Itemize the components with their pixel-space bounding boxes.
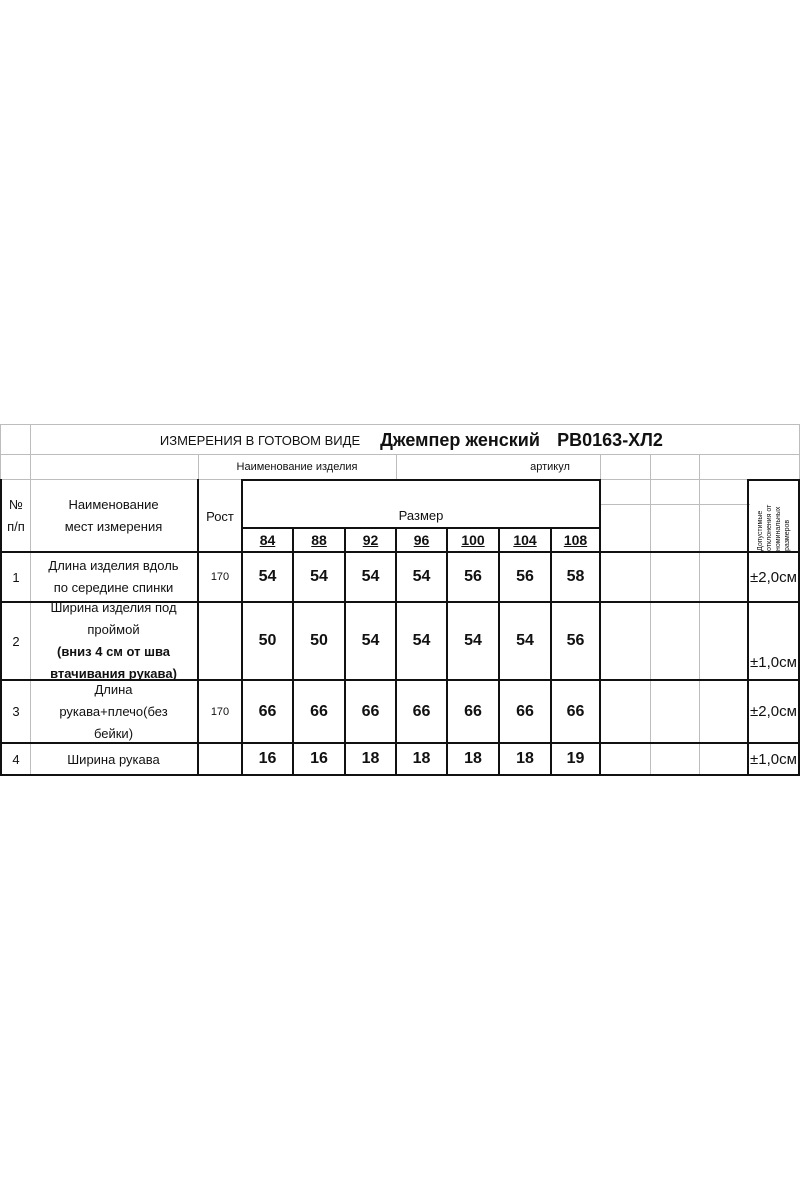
row-3-name: Длина рукава+плечо(без бейки) bbox=[59, 681, 168, 741]
column-size-header: Размер bbox=[398, 507, 444, 523]
size-108: 108 bbox=[563, 532, 588, 548]
row-4-tolerance: ±1,0см bbox=[750, 750, 797, 768]
row-4-name: Ширина рукава bbox=[67, 751, 160, 767]
article-label: артикул bbox=[530, 461, 570, 473]
row-4-value-92: 18 bbox=[361, 750, 380, 767]
row-3-value-108: 66 bbox=[566, 702, 585, 720]
row-1-value-108: 58 bbox=[566, 568, 585, 585]
article-code: РВ0163-ХЛ2 bbox=[557, 429, 663, 450]
row-4-value-108: 19 bbox=[566, 750, 585, 767]
column-tolerance-header bbox=[749, 481, 798, 551]
row-2-value-100: 54 bbox=[464, 632, 482, 649]
size-92: 92 bbox=[362, 532, 379, 548]
row-1-value-96: 54 bbox=[412, 568, 431, 585]
row-1-height: 170 bbox=[210, 571, 230, 583]
row-4-value-100: 18 bbox=[464, 750, 482, 767]
row-3-value-96: 66 bbox=[412, 702, 431, 720]
row-4-value-88: 16 bbox=[310, 750, 328, 767]
row-4-value-104: 18 bbox=[516, 750, 534, 767]
tolerance-header-text: Допустимые отклонения от номинальных размеров bbox=[756, 504, 791, 551]
size-96: 96 bbox=[413, 532, 430, 548]
row-4-value-84: 16 bbox=[258, 750, 277, 767]
row-1-value-100: 56 bbox=[464, 568, 482, 585]
row-2-value-92: 54 bbox=[361, 632, 380, 649]
row-3-value-104: 66 bbox=[516, 702, 534, 720]
measurement-table bbox=[0, 424, 800, 776]
size-104: 104 bbox=[513, 532, 537, 548]
row-4-value-96: 18 bbox=[412, 750, 431, 767]
row-3-height: 170 bbox=[210, 705, 230, 718]
row-1-number: 1 bbox=[12, 569, 20, 585]
row-2-value-104: 54 bbox=[516, 632, 534, 649]
row-1-value-92: 54 bbox=[361, 568, 380, 585]
row-3-number: 3 bbox=[12, 704, 20, 719]
column-height-header: Рост bbox=[206, 508, 234, 524]
row-3-value-92: 66 bbox=[361, 702, 380, 720]
row-2-number: 2 bbox=[12, 633, 20, 649]
row-4-number: 4 bbox=[12, 751, 20, 767]
row-4-height bbox=[199, 744, 241, 774]
row-2-value-84: 50 bbox=[258, 632, 277, 649]
table-caption: ИЗМЕРЕНИЯ В ГОТОВОМ ВИДЕ bbox=[159, 432, 361, 448]
row-1-value-88: 54 bbox=[310, 568, 328, 585]
row-2-value-88: 50 bbox=[310, 632, 328, 649]
size-84: 84 bbox=[259, 532, 276, 548]
size-100: 100 bbox=[461, 532, 485, 548]
row-3-value-84: 66 bbox=[258, 702, 277, 720]
product-name-label: Наименование изделия bbox=[236, 461, 358, 473]
row-1-value-84: 54 bbox=[258, 568, 277, 585]
row-2-tolerance: ±1,0см bbox=[750, 654, 797, 671]
size-88: 88 bbox=[311, 532, 327, 548]
row-3-value-88: 66 bbox=[310, 702, 328, 720]
row-2-value-96: 54 bbox=[412, 632, 431, 649]
row-1-tolerance: ±2,0см bbox=[750, 568, 797, 586]
row-1-value-104: 56 bbox=[516, 568, 534, 585]
product-name: Джемпер женский bbox=[380, 429, 540, 450]
column-number-header: № п/п bbox=[7, 497, 25, 534]
row-2-name-cell bbox=[30, 600, 197, 681]
row-1-name: Длина изделия вдоль по середине спинки bbox=[48, 558, 179, 595]
row-2-value-108: 56 bbox=[566, 632, 585, 649]
row-3-value-100: 66 bbox=[464, 702, 482, 720]
row-2-name: Ширина изделия под проймой bbox=[50, 600, 177, 637]
column-measure-place-header: Наименование мест измерения bbox=[64, 497, 163, 534]
row-2-height bbox=[199, 603, 241, 679]
row-3-tolerance: ±2,0см bbox=[750, 703, 797, 720]
row-2-name-note: (вниз 4 см от шва втачивания рукава) bbox=[50, 644, 177, 681]
